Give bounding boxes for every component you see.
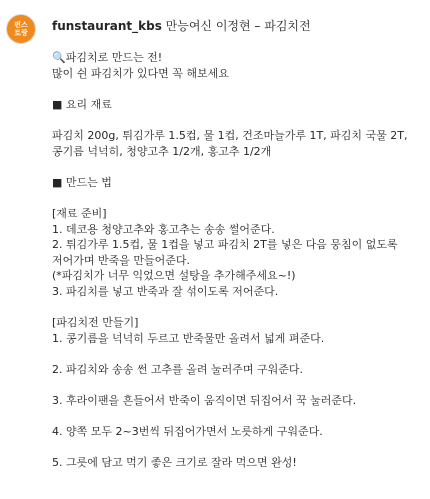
avatar-text-line-1: 펀스 bbox=[14, 21, 28, 29]
avatar-text-line-2: 토랑 bbox=[14, 29, 28, 37]
username-link[interactable]: funstaurant_kbs bbox=[52, 19, 162, 33]
post-caption: 🔍파김치로 만드는 전! 많이 쉰 파김치가 있다면 꼭 해보세요 ■ 요리 재료 파김치 200g, 튀김가루 1.5컵, 물 1컵, 건조마늘가루 1T, 파김치 국물 2T, 콩기름 넉넉히, 청양고추 1/2개, 홍고추 1/2개 ■ 만드는 법 [재료 준비] 1. 데코용 청양고추와 홍고추는 송송 썰어준다. 2. 튀김가루 1.5컵, 물 1컵을 넣고 파김치 2T를 넣은 다음 뭉침이 없도록 저어가며 반죽을 만들어준다. (*파김치가 너무 익었으면 설탕을 추가해주세요~!) 3. 파김치를 넣고 반죽과 잘 섞이도록 저어준다. [파김치전 만들기] 1. 콩기름을 넉넉히 두르고 반죽물만 올려서 넓게 펴준다. 2. 파김치와 송송 썬 고추를 올려 눌러주며 구워준다. 3. 후라이팬을 흔들어서 반죽이 움직이면 뒤집어서 꾹 눌러준다. 4. 양쪽 모두 2~3번씩 뒤집어가면서 노릇하게 구워준다. 5. 그릇에 담고 먹기 좋은 크기로 잘라 먹으면 완성! bbox=[52, 51, 408, 470]
post-header bbox=[52, 18, 311, 34]
avatar[interactable] bbox=[6, 14, 36, 44]
author-title: 만능여신 이정현 – 파김치전 bbox=[161, 19, 311, 33]
